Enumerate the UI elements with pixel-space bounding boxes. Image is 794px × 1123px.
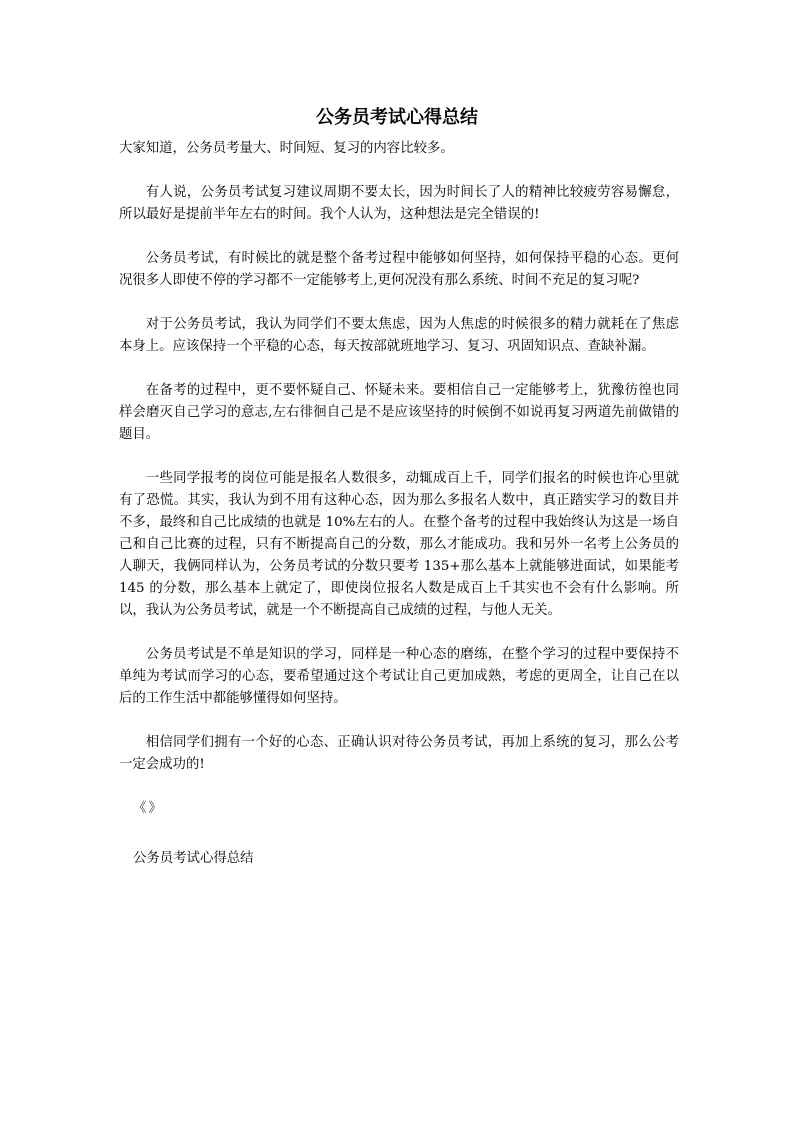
intro-paragraph: 大家知道，公务员考量大、时间短、复习的内容比较多。 [119, 141, 454, 156]
body-paragraph: 公务员考试是不单是知识的学习，同样是一种心态的磨练，在整个学习的过程中要保持不单纯为考试而学习的心态，要希望通过这个考试让自己更加成熟，考虑的更周全，让自己在以后的工作生活中都能够懂得如何坚持。 [119, 647, 679, 706]
document-title: 公务员考试心得总结 [316, 107, 478, 128]
body-paragraph: 对于公务员考试，我认为同学们不要太焦虑，因为人焦虑的时候很多的精力就耗在了焦虑本身上。应该保持一个平稳的心态，每天按部就班地学习、复习、巩固知识点、查缺补漏。 [119, 317, 679, 354]
body-paragraph: 一些同学报考的岗位可能是报名人数很多，动辄成百上千，同学们报名的时候也许心里就有了恐慌。其实，我认为到不用有这种心态，因为那么多报名人数中，真正踏实学习的数目并不多，最终和自己比成绩的也就是 10%左右的人。在整个备考的过程中我始终认为这是一场自己和自己比赛的过程，只有不断提高自己的分数，那么才能成功。我和另外一名考上公务员的人聊天，我俩同样认为，公务员考试的分数只要考 135+那么基本上就能够进面试，如果能考 145 的分数，那么基本上就定了，即使岗位报名人数是成百上千其实也不会有什么影响。所以，我认为公务员考试，就是一个不断提高自己成绩的过程，与他人无关。 [119, 471, 679, 618]
book-title-marks: 《》 [133, 801, 164, 816]
body-paragraph: 在备考的过程中，更不要怀疑自己、怀疑未来。要相信自己一定能够考上，犹豫彷徨也同样会磨灭自己学习的意志,左右徘徊自己是不是应该坚持的时候倒不如说再复习两道先前做错的题目。 [119, 383, 679, 442]
body-paragraph: 有人说，公务员考试复习建议周期不要太长，因为时间长了人的精神比较疲劳容易懈怠，所以最好是提前半年左右的时间。我个人认为，这种想法是完全错误的! [119, 185, 679, 222]
body-paragraph: 公务员考试，有时候比的就是整个备考过程中能够如何坚持，如何保持平稳的心态。更何况很多人即使不停的学习都不一定能够考上,更何况没有那么系统、时间不充足的复习呢? [119, 251, 679, 288]
body-paragraph: 相信同学们拥有一个好的心态、正确认识对待公务员考试，再加上系统的复习，那么公考一定会成功的! [119, 735, 679, 772]
footer-title: 公务员考试心得总结 [133, 851, 254, 866]
document-body [119, 138, 679, 820]
